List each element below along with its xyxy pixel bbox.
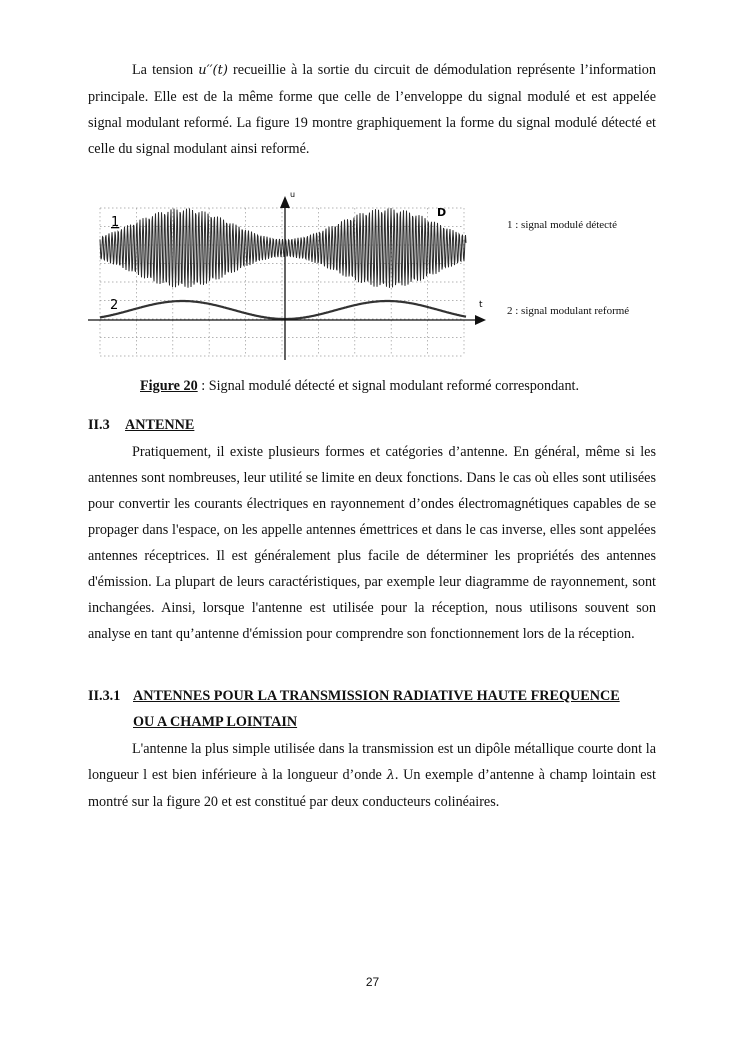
u-axis-label: u: [290, 190, 296, 199]
subsection-number: II.3.1: [88, 688, 121, 704]
trace2-marker: 2: [110, 298, 119, 313]
caption-text: : Signal modulé détecté et signal modulant reformé correspondant.: [197, 378, 580, 394]
oscilloscope-figure: [88, 186, 488, 362]
trace1-marker: 1: [111, 215, 120, 230]
intro-text-end: recueillie à la sortie du circuit de démodulation représente l’information principale. Elle est de la même forme que celle de l’enveloppe du signal modulé et est appelée signal modulant reformé. La figure 19 montre graphiquement la forme du signal modulé détecté et celle du signal modulant ainsi reformé.: [88, 62, 656, 157]
intro-text-start: La tension: [132, 62, 199, 78]
section-heading: [88, 417, 194, 434]
subsection-title-line-2: OU A CHAMP LOINTAIN: [133, 714, 298, 730]
t-axis-label: t: [479, 300, 483, 310]
lambda-symbol: λ: [386, 768, 395, 783]
page-number: 27: [365, 975, 380, 989]
antenna-text: Pratiquement, il existe plusieurs formes et catégories d’antenne. En général, même si les antennes sont nombreuses, leur utilité se limite en deux fonctions. Dans le cas où elles sont utilisées pour convertir les courants électriques en rayonnement d’ondes électromagnétiques capables de se propager dans l'espace, on les appelle antennes émettrices et dans le cas inverse, elles sont appelées antennes réceptrices. Il est généralement plus facile de déterminer les propriétés des antennes d'émission. La plupart de leurs caractéristiques, par exemple leur diagramme de rayonnement, sont inchangées. Ainsi, lorsque l'antenne est utilisée pour la réception, nous utilisons souvent son analyse en tant qu’antenne d'émission pour comprendre son fonctionnement lors de la réception.: [88, 444, 656, 642]
subsection-title-line-1: ANTENNES POUR LA TRANSMISSION RADIATIVE HAUTE FREQUENCE: [133, 688, 620, 704]
intro-paragraph: [88, 57, 656, 162]
legend-trace-2: 2 : signal modulant reformé: [507, 305, 630, 317]
section-title: ANTENNE: [125, 417, 195, 433]
legend-trace-1: 1 : signal modulé détecté: [507, 219, 617, 231]
section-number: II.3: [88, 417, 110, 433]
dipole-text-end: . Un exemple d’antenne à champ lointain est montré sur la figure 20 et est constitué par deux conducteurs colinéaires.: [88, 767, 656, 810]
subsection-heading: [88, 688, 620, 705]
dipole-paragraph: [88, 736, 656, 815]
caption-label: Figure 20: [140, 378, 198, 394]
antenna-paragraph: [88, 439, 656, 647]
dipole-text-start: L'antenne la plus simple utilisée dans la transmission est un dipôle métallique courte dont la longueur l est bien inférieure à la longueur d’onde: [88, 741, 656, 783]
corner-mark: D: [437, 206, 447, 219]
figure-caption: [140, 378, 579, 395]
intro-math: u′′(t): [198, 63, 228, 78]
